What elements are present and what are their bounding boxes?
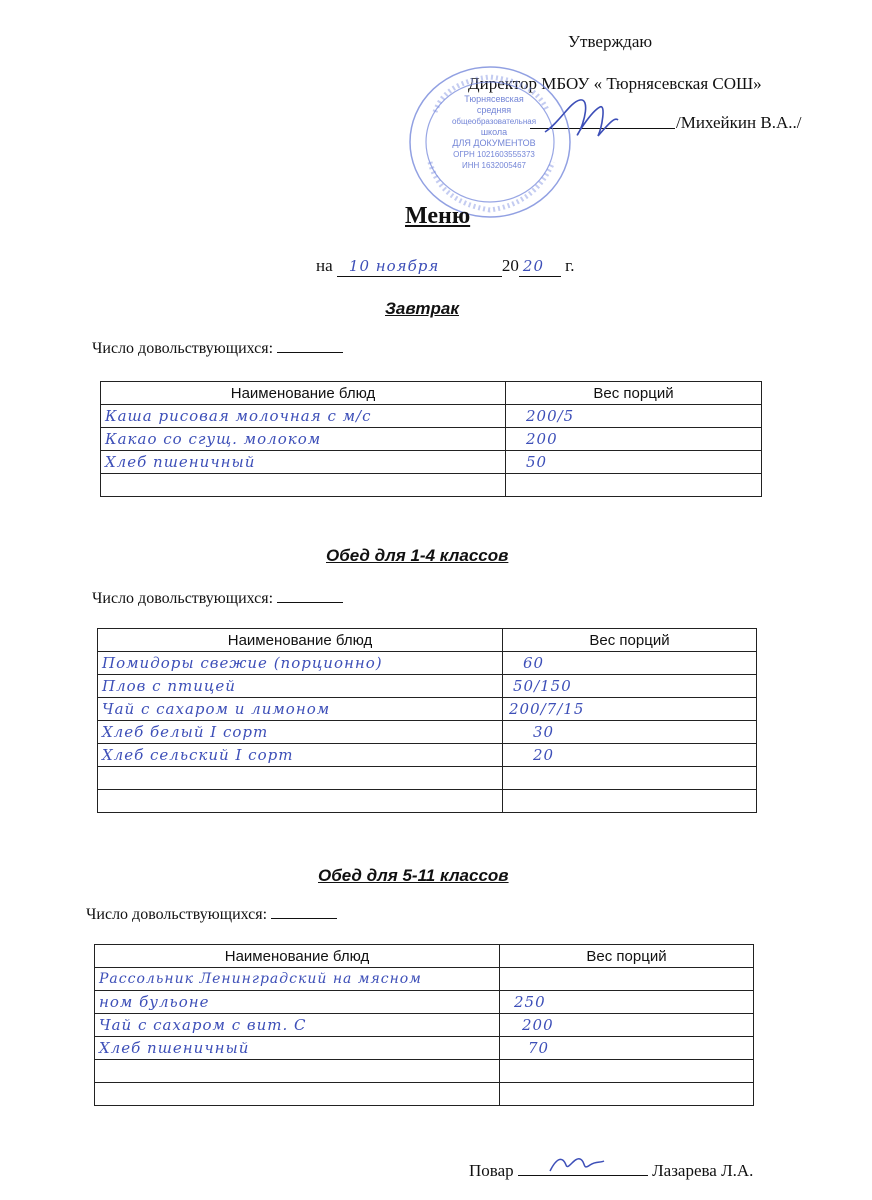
cook-signature-row: [469, 1157, 753, 1181]
count-blank: [277, 602, 343, 603]
date-year-suffix: 20: [522, 257, 544, 275]
lunch-5-11-table: [94, 944, 754, 1106]
count-blank: [271, 918, 337, 919]
count-blank: [277, 352, 343, 353]
dish-name: Какао со сгущ. молоком: [101, 428, 506, 451]
dish-name: Каша рисовая молочная с м/с: [101, 405, 506, 428]
table-row: [98, 721, 757, 744]
dish-name: Хлеб сельский I сорт: [98, 744, 503, 767]
dish-name: [98, 767, 503, 790]
dish-name: Помидоры свежие (порционно): [98, 652, 503, 675]
cook-signature: [546, 1151, 606, 1177]
portion-weight: [500, 968, 754, 991]
count-row: [92, 590, 343, 608]
dish-name: ном бульоне: [95, 991, 500, 1014]
dish-name: Рассольник Ленинградский на мясном: [95, 968, 500, 991]
stamp-line: Тюрнясевская: [464, 94, 524, 104]
table-row: [98, 698, 757, 721]
lunch-1-4-table: [97, 628, 757, 813]
dish-name: Хлеб пшеничный: [95, 1037, 500, 1060]
table-row: [101, 451, 762, 474]
count-row: [86, 906, 337, 924]
date-suffix: г.: [565, 256, 575, 275]
dish-name-header: Наименование блюд: [101, 382, 506, 405]
table-row: [95, 1083, 754, 1106]
portion-weight: 50: [506, 451, 762, 474]
director-position: Директор МБОУ « Тюрнясевская СОШ»: [468, 74, 762, 93]
director-name: /Михейкин В.А../: [676, 113, 802, 132]
portion-weight: [500, 1060, 754, 1083]
count-row: [92, 340, 343, 358]
table-row: [101, 474, 762, 497]
dish-name-header: Наименование блюд: [95, 945, 500, 968]
portion-weight: 70: [500, 1037, 754, 1060]
breakfast-table: [100, 381, 762, 497]
table-row: [95, 1060, 754, 1083]
dish-name: [95, 1083, 500, 1106]
section-title-lunch-5-11: Обед для 5-11 классов: [318, 866, 509, 885]
table-row: [101, 405, 762, 428]
portion-weight: 250: [500, 991, 754, 1014]
date-day-month: 10 ноября: [348, 257, 440, 275]
count-label: Число довольствующихся:: [92, 340, 274, 357]
page-title: Меню: [405, 203, 471, 229]
dish-name: Чай с сахаром и лимоном: [98, 698, 503, 721]
stamp-line: школа: [480, 127, 508, 137]
section-title-lunch-1-4: Обед для 1-4 классов: [326, 546, 509, 565]
section-title-breakfast: Завтрак: [385, 299, 459, 318]
date-year-prefix: 20: [501, 256, 519, 275]
date-line: [316, 256, 574, 277]
portion-weight: 50/150: [503, 675, 757, 698]
director-signature: [540, 92, 620, 147]
dish-name-header: Наименование блюд: [98, 629, 503, 652]
portion-weight-header: Вес порций: [506, 382, 762, 405]
dish-name: Чай с сахаром с вит. С: [95, 1014, 500, 1037]
portion-weight: 200: [506, 428, 762, 451]
cook-label: Повар: [469, 1161, 514, 1180]
table-header: [95, 945, 754, 968]
count-label: Число довольствующихся:: [92, 590, 274, 607]
table-row: [95, 1014, 754, 1037]
stamp-line: ОГРН 1021603555373: [453, 150, 535, 159]
date-prefix: на: [316, 256, 333, 275]
stamp-line: ИНН 1632005467: [461, 161, 527, 170]
table-row: [95, 968, 754, 991]
dish-name: [95, 1060, 500, 1083]
count-label: Число довольствующихся:: [86, 906, 268, 923]
dish-name: Плов с птицей: [98, 675, 503, 698]
table-header: [101, 382, 762, 405]
portion-weight: 20: [503, 744, 757, 767]
portion-weight: [503, 790, 757, 813]
table-row: [95, 1037, 754, 1060]
portion-weight: 60: [503, 652, 757, 675]
cook-name: Лазарева Л.А.: [652, 1161, 754, 1180]
portion-weight: [500, 1083, 754, 1106]
portion-weight: 200/5: [506, 405, 762, 428]
table-row: [98, 675, 757, 698]
dish-name: [101, 474, 506, 497]
table-row: [98, 652, 757, 675]
table-header: [98, 629, 757, 652]
table-row: [98, 767, 757, 790]
portion-weight: 200/7/15: [503, 698, 757, 721]
stamp-line: общеобразовательная: [451, 117, 537, 126]
table-row: [98, 790, 757, 813]
portion-weight: [506, 474, 762, 497]
table-row: [95, 991, 754, 1014]
portion-weight: 30: [503, 721, 757, 744]
cook-signature-line: [518, 1157, 648, 1176]
portion-weight: [503, 767, 757, 790]
table-row: [101, 428, 762, 451]
stamp-line: ДЛЯ ДОКУМЕНТОВ: [452, 138, 536, 148]
table-row: [98, 744, 757, 767]
portion-weight-header: Вес порций: [503, 629, 757, 652]
dish-name: Хлеб белый I сорт: [98, 721, 503, 744]
portion-weight: 200: [500, 1014, 754, 1037]
approve-label: Утверждаю: [568, 32, 653, 51]
portion-weight-header: Вес порций: [500, 945, 754, 968]
dish-name: Хлеб пшеничный: [101, 451, 506, 474]
stamp-line: средняя: [476, 105, 512, 115]
dish-name: [98, 790, 503, 813]
